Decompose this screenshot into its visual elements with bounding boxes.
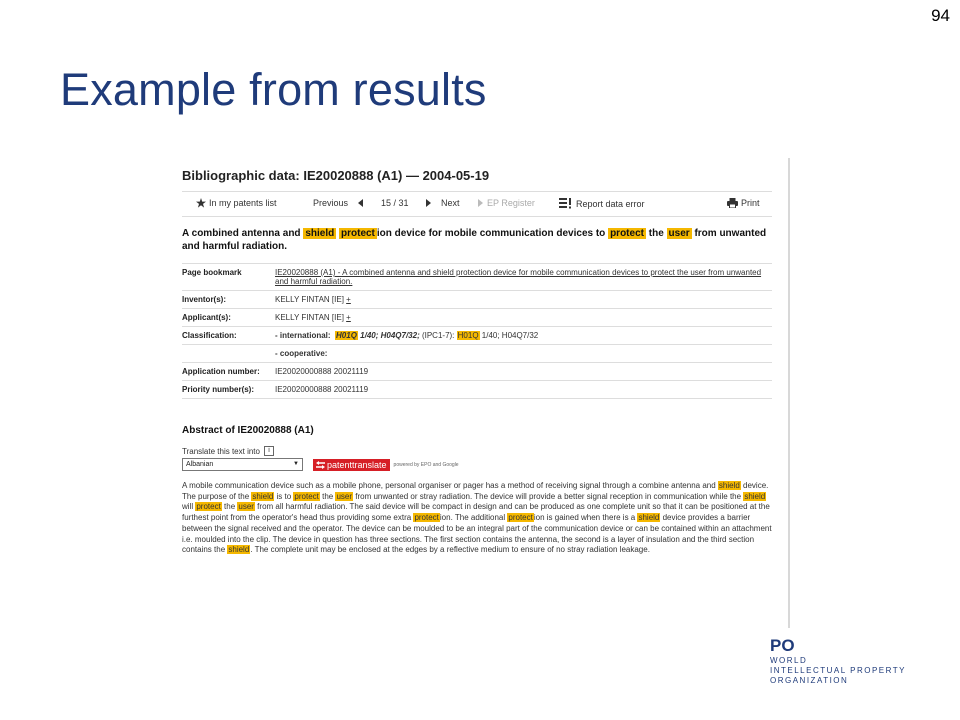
highlight-term: shield xyxy=(252,491,274,501)
bibliographic-title: Bibliographic data: IE20020888 (A1) — 2004-05-19 xyxy=(182,168,490,183)
translate-row xyxy=(182,446,772,456)
applicant-expand-link[interactable]: + xyxy=(346,313,351,322)
my-patents-label: In my patents list xyxy=(209,198,277,208)
title-text: from unwanted and harmful radiation. xyxy=(182,228,767,252)
previous-label: Previous xyxy=(313,198,349,208)
star-icon xyxy=(196,198,206,208)
row-label: Priority number(s): xyxy=(182,381,275,399)
inventor-value: KELLY FINTAN [IE] xyxy=(275,295,344,304)
cooperative-label: - cooperative: xyxy=(275,349,328,358)
row-label: Inventor(s): xyxy=(182,291,275,309)
table-row xyxy=(182,264,772,291)
title-text: ion device for mobile communication devices to xyxy=(376,228,609,239)
bibliographic-table xyxy=(182,263,772,399)
wipo-logo-line: INTELLECTUAL PROPERTY xyxy=(770,666,906,675)
result-toolbar xyxy=(182,191,772,217)
classification-link[interactable]: H01Q xyxy=(457,331,479,340)
title-text: the xyxy=(645,228,667,239)
powered-by-text: powered by EPO and Google xyxy=(393,461,459,468)
info-icon[interactable]: i xyxy=(264,446,274,456)
ep-register-label: EP Register xyxy=(487,198,535,208)
highlight-term: protect xyxy=(414,513,439,523)
abstract-segment: is to xyxy=(274,491,294,501)
highlight-term: shield xyxy=(744,491,766,501)
abstract-segment: from all harmful radiation. The said device will be compact in design and can be produced as one complete unit so that it can be positioned at the furthest point from the operator's head thus providing some extra xyxy=(182,502,770,523)
row-label: Classification: xyxy=(182,327,275,345)
translate-label: Translate this text into xyxy=(182,446,260,456)
classification-value: 1/40; H04Q7/32 xyxy=(479,331,539,340)
abstract-segment: the xyxy=(221,502,238,512)
report-error-button[interactable] xyxy=(559,198,645,209)
previous-button[interactable] xyxy=(313,198,365,208)
wipo-logo-line: WORLD xyxy=(770,656,808,665)
wipo-logo-line: ORGANIZATION xyxy=(770,676,849,685)
table-row xyxy=(182,345,772,363)
highlight-term: shield xyxy=(228,545,250,555)
dropdown-arrow-icon: ▼ xyxy=(293,461,299,467)
international-label: - international: xyxy=(275,331,331,340)
arrow-right-icon xyxy=(476,199,484,207)
translate-controls xyxy=(182,458,772,471)
abstract-segment: . The complete unit may be enclosed at the edges by a reflective medium to ensure of no stray radiation leakage. xyxy=(250,545,650,555)
patenttranslate-button[interactable] xyxy=(313,459,459,471)
row-label: Application number: xyxy=(182,363,275,381)
application-number-value: IE20020000888 20021119 xyxy=(275,363,772,381)
highlight-term: user xyxy=(336,491,353,501)
page-bookmark-link[interactable]: IE20020888 (A1) - A combined antenna and shield protection device for mobile communication devices to protect the user from unwanted and harmful radiation. xyxy=(275,268,762,286)
highlight-term: user xyxy=(238,502,254,512)
slide-number: 94 xyxy=(931,6,950,25)
chevron-right-icon xyxy=(424,199,432,207)
language-selected: Albanian xyxy=(186,461,214,468)
abstract-segment: from unwanted or stray radiation. The device will provide a better signal reception in communication while the xyxy=(353,491,744,501)
chevron-left-icon xyxy=(357,199,365,207)
report-error-label: Report data error xyxy=(576,198,645,209)
highlight-term: shield xyxy=(638,513,660,523)
inventor-expand-link[interactable]: + xyxy=(346,295,351,304)
publication-title xyxy=(182,227,772,253)
abstract-segment: device. The purpose of the xyxy=(182,481,769,501)
priority-number-value: IE20020000888 20021119 xyxy=(275,381,772,399)
table-row xyxy=(182,327,772,345)
next-label: Next xyxy=(441,198,460,208)
abstract-text xyxy=(182,481,772,556)
abstract-segment: device provides a barrier between the signal received and the operator. The device can be moulded to be an integral part of the communication device or can be contained within an attachment i.e. moulded into the clip. The device in question has three sections. The first section contains the antenna, the second is a layer of insulation and the third section contains the xyxy=(182,513,772,555)
highlight-term: shield xyxy=(718,481,740,490)
highlight-term: protect xyxy=(196,502,221,512)
slide-title: Example from results xyxy=(60,64,487,115)
classification-value: 1/40; H04Q7/32; xyxy=(357,331,420,340)
highlight-term: protect xyxy=(610,228,644,239)
espacenet-screenshot xyxy=(172,158,790,628)
applicant-value: KELLY FINTAN [IE] xyxy=(275,313,344,322)
table-row xyxy=(182,291,772,309)
table-row xyxy=(182,381,772,399)
abstract-segment: A mobile communication device such as a mobile phone, personal organiser or pager has a method of receiving signal through a combine antenna and xyxy=(182,481,718,490)
ep-register-link[interactable] xyxy=(476,198,535,208)
report-error-icon xyxy=(559,198,573,209)
row-label: Page bookmark xyxy=(182,264,275,291)
language-select[interactable] xyxy=(182,458,303,471)
classification-link[interactable]: H01Q xyxy=(336,331,357,340)
abstract-title: Abstract of IE20020888 (A1) xyxy=(182,425,314,436)
next-button[interactable] xyxy=(424,198,460,208)
abstract-segment: ion is gained when there is a xyxy=(533,513,638,523)
highlight-term: protect xyxy=(508,513,533,523)
print-button[interactable] xyxy=(727,198,760,208)
title-text: A combined antenna and xyxy=(182,228,304,239)
table-row xyxy=(182,363,772,381)
highlight-term: protect xyxy=(294,491,319,501)
my-patents-button[interactable] xyxy=(196,198,277,208)
row-label: Applicant(s): xyxy=(182,309,275,327)
ipc-label: (IPC1-7): xyxy=(419,331,457,340)
patenttranslate-logo xyxy=(313,459,390,471)
abstract-segment: will xyxy=(182,502,196,512)
highlight-term: user xyxy=(668,228,690,239)
highlight-term: shield xyxy=(305,228,335,239)
printer-icon xyxy=(727,198,738,208)
abstract-segment: the xyxy=(319,491,336,501)
highlight-term: protect xyxy=(341,228,375,239)
patenttranslate-label: patenttranslate xyxy=(327,459,387,470)
swap-arrows-icon xyxy=(316,461,325,469)
abstract-segment: ion. The additional xyxy=(439,513,508,523)
print-label: Print xyxy=(741,198,760,208)
result-counter: 15 / 31 xyxy=(381,198,409,208)
table-row xyxy=(182,309,772,327)
wipo-logo-mark: PO xyxy=(770,636,795,655)
